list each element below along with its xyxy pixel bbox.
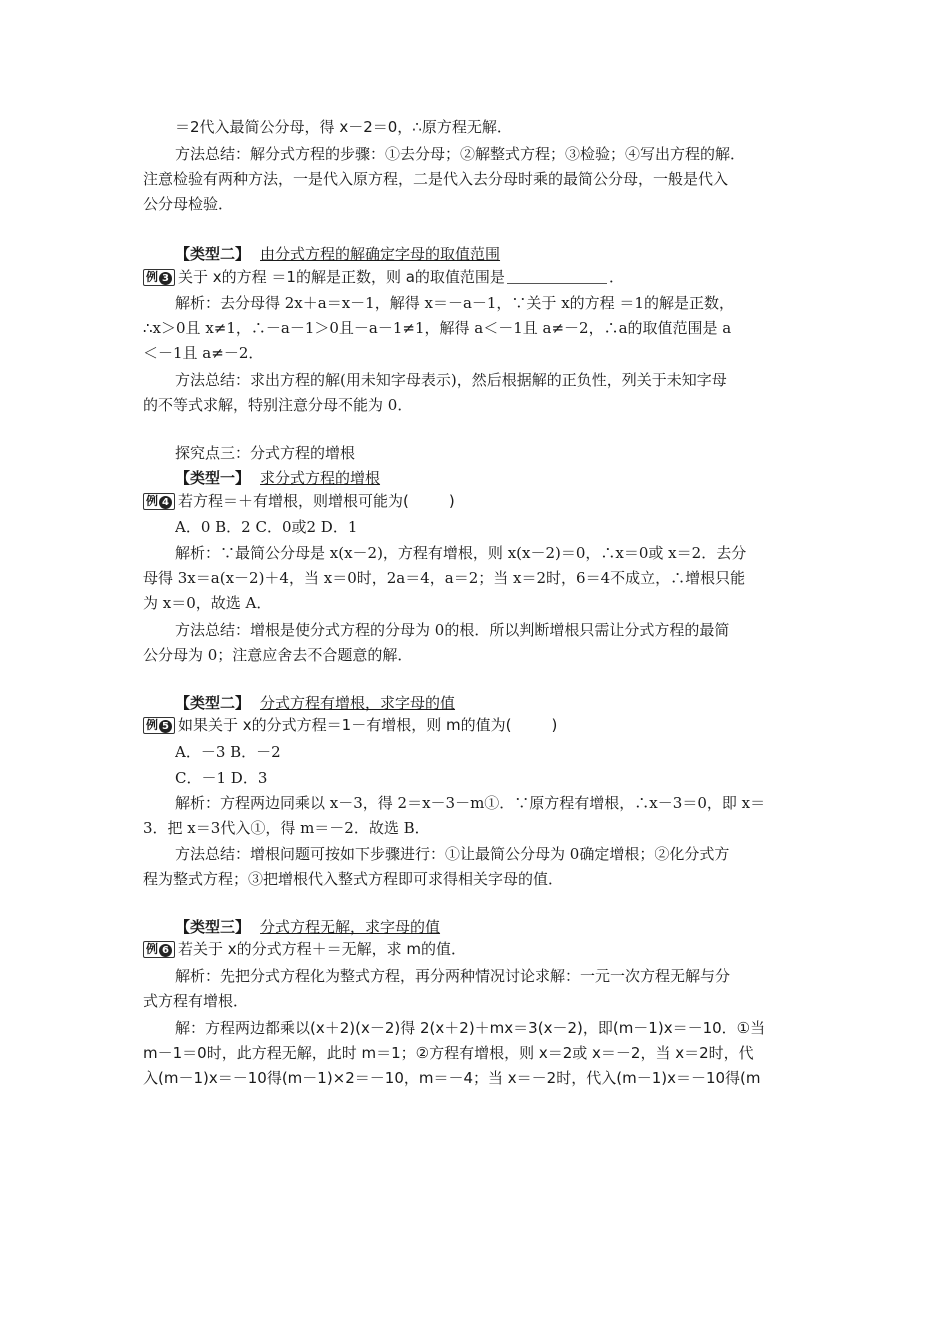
text-line: ＝2代入最简公分母，得 x－2＝0，∴原方程无解． (175, 118, 512, 136)
example-text: 若关于 x的分式方程＋＝无解，求 m的值． (178, 940, 467, 958)
text-line: 3．把 x＝3代入①，得 m＝－2．故选 B． (143, 819, 430, 837)
analysis: 解析：去分母得 2x＋a＝x－1，解得 x＝－a－1，∵关于 x的方程 ＝1的解是正数， (175, 294, 734, 312)
example-badge: 例 6 (143, 941, 175, 958)
text-line: ＜－1且 a≠－2． (143, 344, 264, 362)
solution: 解：方程两边都乘以(x＋2)(x－2)得 2(x＋2)＋mx＝3(x－2)，即(m－1)x＝－10．①当 (175, 1019, 766, 1037)
method-summary: 方法总结：增根是使分式方程的分母为 0的根．所以判断增根只需让分式方程的最简 (175, 621, 730, 639)
text-line: 公分母检验． (143, 195, 234, 213)
heading-bracket: 【类型三】 (175, 918, 251, 936)
heading-title: 分式方程有增根，求字母的值 (260, 694, 456, 712)
heading-bracket: 【类型二】 (175, 245, 251, 263)
section-title: 探究点三：分式方程的增根 (175, 444, 356, 462)
heading-bracket: 【类型二】 (175, 694, 251, 712)
heading-title: 由分式方程的解确定字母的取值范围 (260, 245, 501, 263)
text-line: 公分母为 0；注意应舍去不合题意的解． (143, 646, 413, 664)
text-line: 注意检验有两种方法，一是代入原方程，二是代入去分母时乘的最简公分母，一般是代入 (143, 170, 729, 188)
section-heading (175, 243, 840, 265)
text-line: 式方程有增根． (143, 992, 249, 1010)
choices: C．－1 D．3 (175, 769, 268, 787)
method-summary: 方法总结：增根问题可按如下步骤进行：①让最简公分母为 0确定增根；②化分式方 (175, 845, 730, 863)
analysis: 解析：∵最简公分母是 x(x－2)，方程有增根，则 x(x－2)＝0，∴x＝0或 x＝2．去分 (175, 544, 747, 562)
example-5: 例 5 如果关于 x的分式方程＝1－有增根，则 m的值为( ) (143, 714, 808, 736)
heading-title: 分式方程无解，求字母的值 (260, 918, 441, 936)
answer-blank (507, 267, 607, 284)
text-line: ∴x＞0且 x≠1，∴－a－1＞0且－a－1≠1，解得 a＜－1且 a≠－2，∴a的取值范围是 a (143, 319, 732, 337)
section-heading (175, 692, 840, 714)
example-4: 例 4 若方程＝＋有增根，则增根可能为( ) (143, 490, 808, 512)
text-line: 的不等式求解，特别注意分母不能为 0． (143, 396, 413, 414)
example-3: 例 3 关于 x的方程 ＝1的解是正数，则 a的取值范围是 ． (143, 266, 808, 288)
example-text: 如果关于 x的分式方程＝1－有增根，则 m的值为( (178, 716, 512, 734)
text-line: 母得 3x＝a(x－2)＋4，当 x＝0时，2a＝4，a＝2；当 x＝2时，6＝4不成立，∴增根只能 (143, 569, 746, 587)
choices: A．－3 B．－2 (175, 743, 281, 761)
example-badge: 例 4 (143, 493, 175, 510)
example-badge: 例 5 (143, 717, 175, 734)
choices: A．0 B．2 C．0或2 D．1 (175, 518, 358, 536)
text-line: m－1＝0时，此方程无解，此时 m＝1；②方程有增根，则 x＝2或 x＝－2，当 x＝2时，代 (143, 1044, 754, 1062)
section-heading (175, 467, 840, 489)
example-text: 关于 x的方程 ＝1的解是正数，则 a的取值范围是 (178, 268, 505, 286)
analysis: 解析：方程两边同乘以 x－3，得 2＝x－3－m①．∵原方程有增根，∴x－3＝0，即 x＝ (175, 794, 766, 812)
example-text: 若方程＝＋有增根，则增根可能为( (178, 492, 409, 510)
text-line: 入(m－1)x＝－10得(m－1)×2＝－10，m＝－4；当 x＝－2时，代入(m－1)x＝－10得(m (143, 1069, 761, 1087)
text-line: 程为整式方程；③把增根代入整式方程即可求得相关字母的值． (143, 870, 564, 888)
method-summary: 方法总结：解分式方程的步骤：①去分母；②解整式方程；③检验；④写出方程的解． (175, 145, 746, 163)
text-line: 为 x＝0，故选 A． (143, 594, 272, 612)
heading-title: 求分式方程的增根 (260, 469, 381, 487)
analysis: 解析：先把分式方程化为整式方程，再分两种情况讨论求解：一元一次方程无解与分 (175, 967, 731, 985)
example-6 (143, 938, 808, 960)
section-heading (175, 916, 840, 938)
method-summary: 方法总结：求出方程的解(用未知字母表示)，然后根据解的正负性，列关于未知字母 (175, 371, 727, 389)
heading-bracket: 【类型一】 (175, 469, 251, 487)
example-badge: 例 3 (143, 269, 175, 286)
